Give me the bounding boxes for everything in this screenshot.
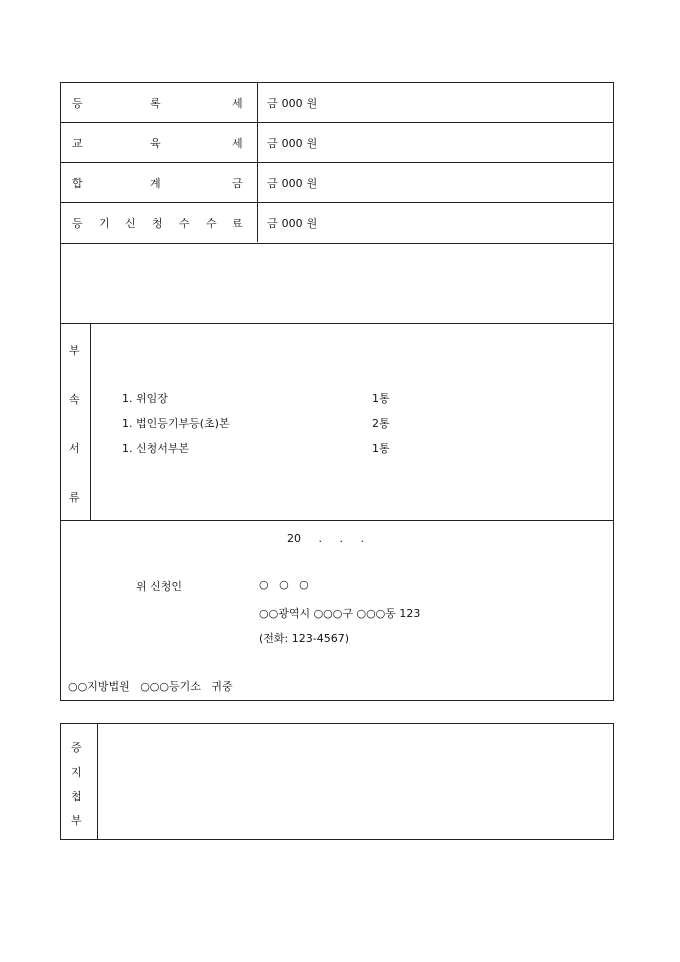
date-line: 20 . . . [287,532,364,545]
label-char: 신 [125,217,136,230]
fee-value [267,175,321,191]
signature-section [61,521,613,701]
amount: 000 [281,137,303,150]
side-char: 부 [71,814,82,827]
fee-row-application-fee [61,203,613,244]
attachments-section [61,324,613,521]
label-char: 록 [150,97,161,110]
side-char: 지 [71,766,82,779]
side-char: 류 [69,491,80,504]
label-char: 육 [150,137,161,150]
fee-value [267,95,321,111]
label-char: 수 [179,217,190,230]
label-char: 금 [232,177,243,190]
side-char: 부 [69,344,80,357]
fee-row-education-tax [61,123,613,163]
label-char: 합 [72,177,83,190]
side-char: 서 [69,442,80,455]
label-char: 수 [206,217,217,230]
fee-label [61,203,258,242]
amount: 000 [281,97,303,110]
fee-label [61,163,258,202]
label-char: 세 [232,97,243,110]
label-char: 기 [99,217,110,230]
amount: 000 [281,217,303,230]
amount: 000 [281,177,303,190]
fee-row-total [61,163,613,203]
label-char: 료 [232,217,243,230]
attachment-item-count: 1통 [372,442,390,455]
amount-prefix: 금 [267,177,278,190]
applicant-phone: (전화: 123-4567) [259,632,349,645]
attachment-item-count: 1통 [372,392,390,405]
amount-unit: 원 [306,97,318,110]
stamp-side-label [61,724,98,839]
side-char: 속 [69,393,80,406]
side-char: 증 [71,741,82,754]
fee-row-registration-tax [61,83,613,123]
label-char: 등 [72,97,83,110]
amount-unit: 원 [306,217,318,230]
label-char: 계 [150,177,161,190]
applicant-name: ○ ○ ○ [259,578,309,591]
registration-form [60,82,614,701]
applicant-address: ○○광역시 ○○○구 ○○○동 123 [259,607,421,620]
fee-value [267,215,321,231]
label-char: 교 [72,137,83,150]
attachment-item-count: 2통 [372,417,390,430]
fee-label [61,123,258,162]
amount-prefix: 금 [267,217,278,230]
applicant-label: 위 신청인 [136,580,183,593]
label-char: 세 [232,137,243,150]
attachments-side-label [61,324,91,520]
label-char: 청 [152,217,163,230]
addressee: ○○지방법원 ○○○등기소 귀중 [68,680,233,693]
side-char: 첩 [71,790,82,803]
amount-prefix: 금 [267,137,278,150]
fee-value [267,135,321,151]
label-char: 등 [72,217,83,230]
fee-label [61,83,258,122]
amount-prefix: 금 [267,97,278,110]
attachment-item-name: 1. 위임장 [122,392,168,405]
stamp-attachment-section [60,723,614,840]
blank-section [61,244,613,324]
attachment-item-name: 1. 법인등기부등(초)본 [122,417,230,430]
attachment-item-name: 1. 신청서부본 [122,442,190,455]
amount-unit: 원 [306,137,318,150]
amount-unit: 원 [306,177,318,190]
